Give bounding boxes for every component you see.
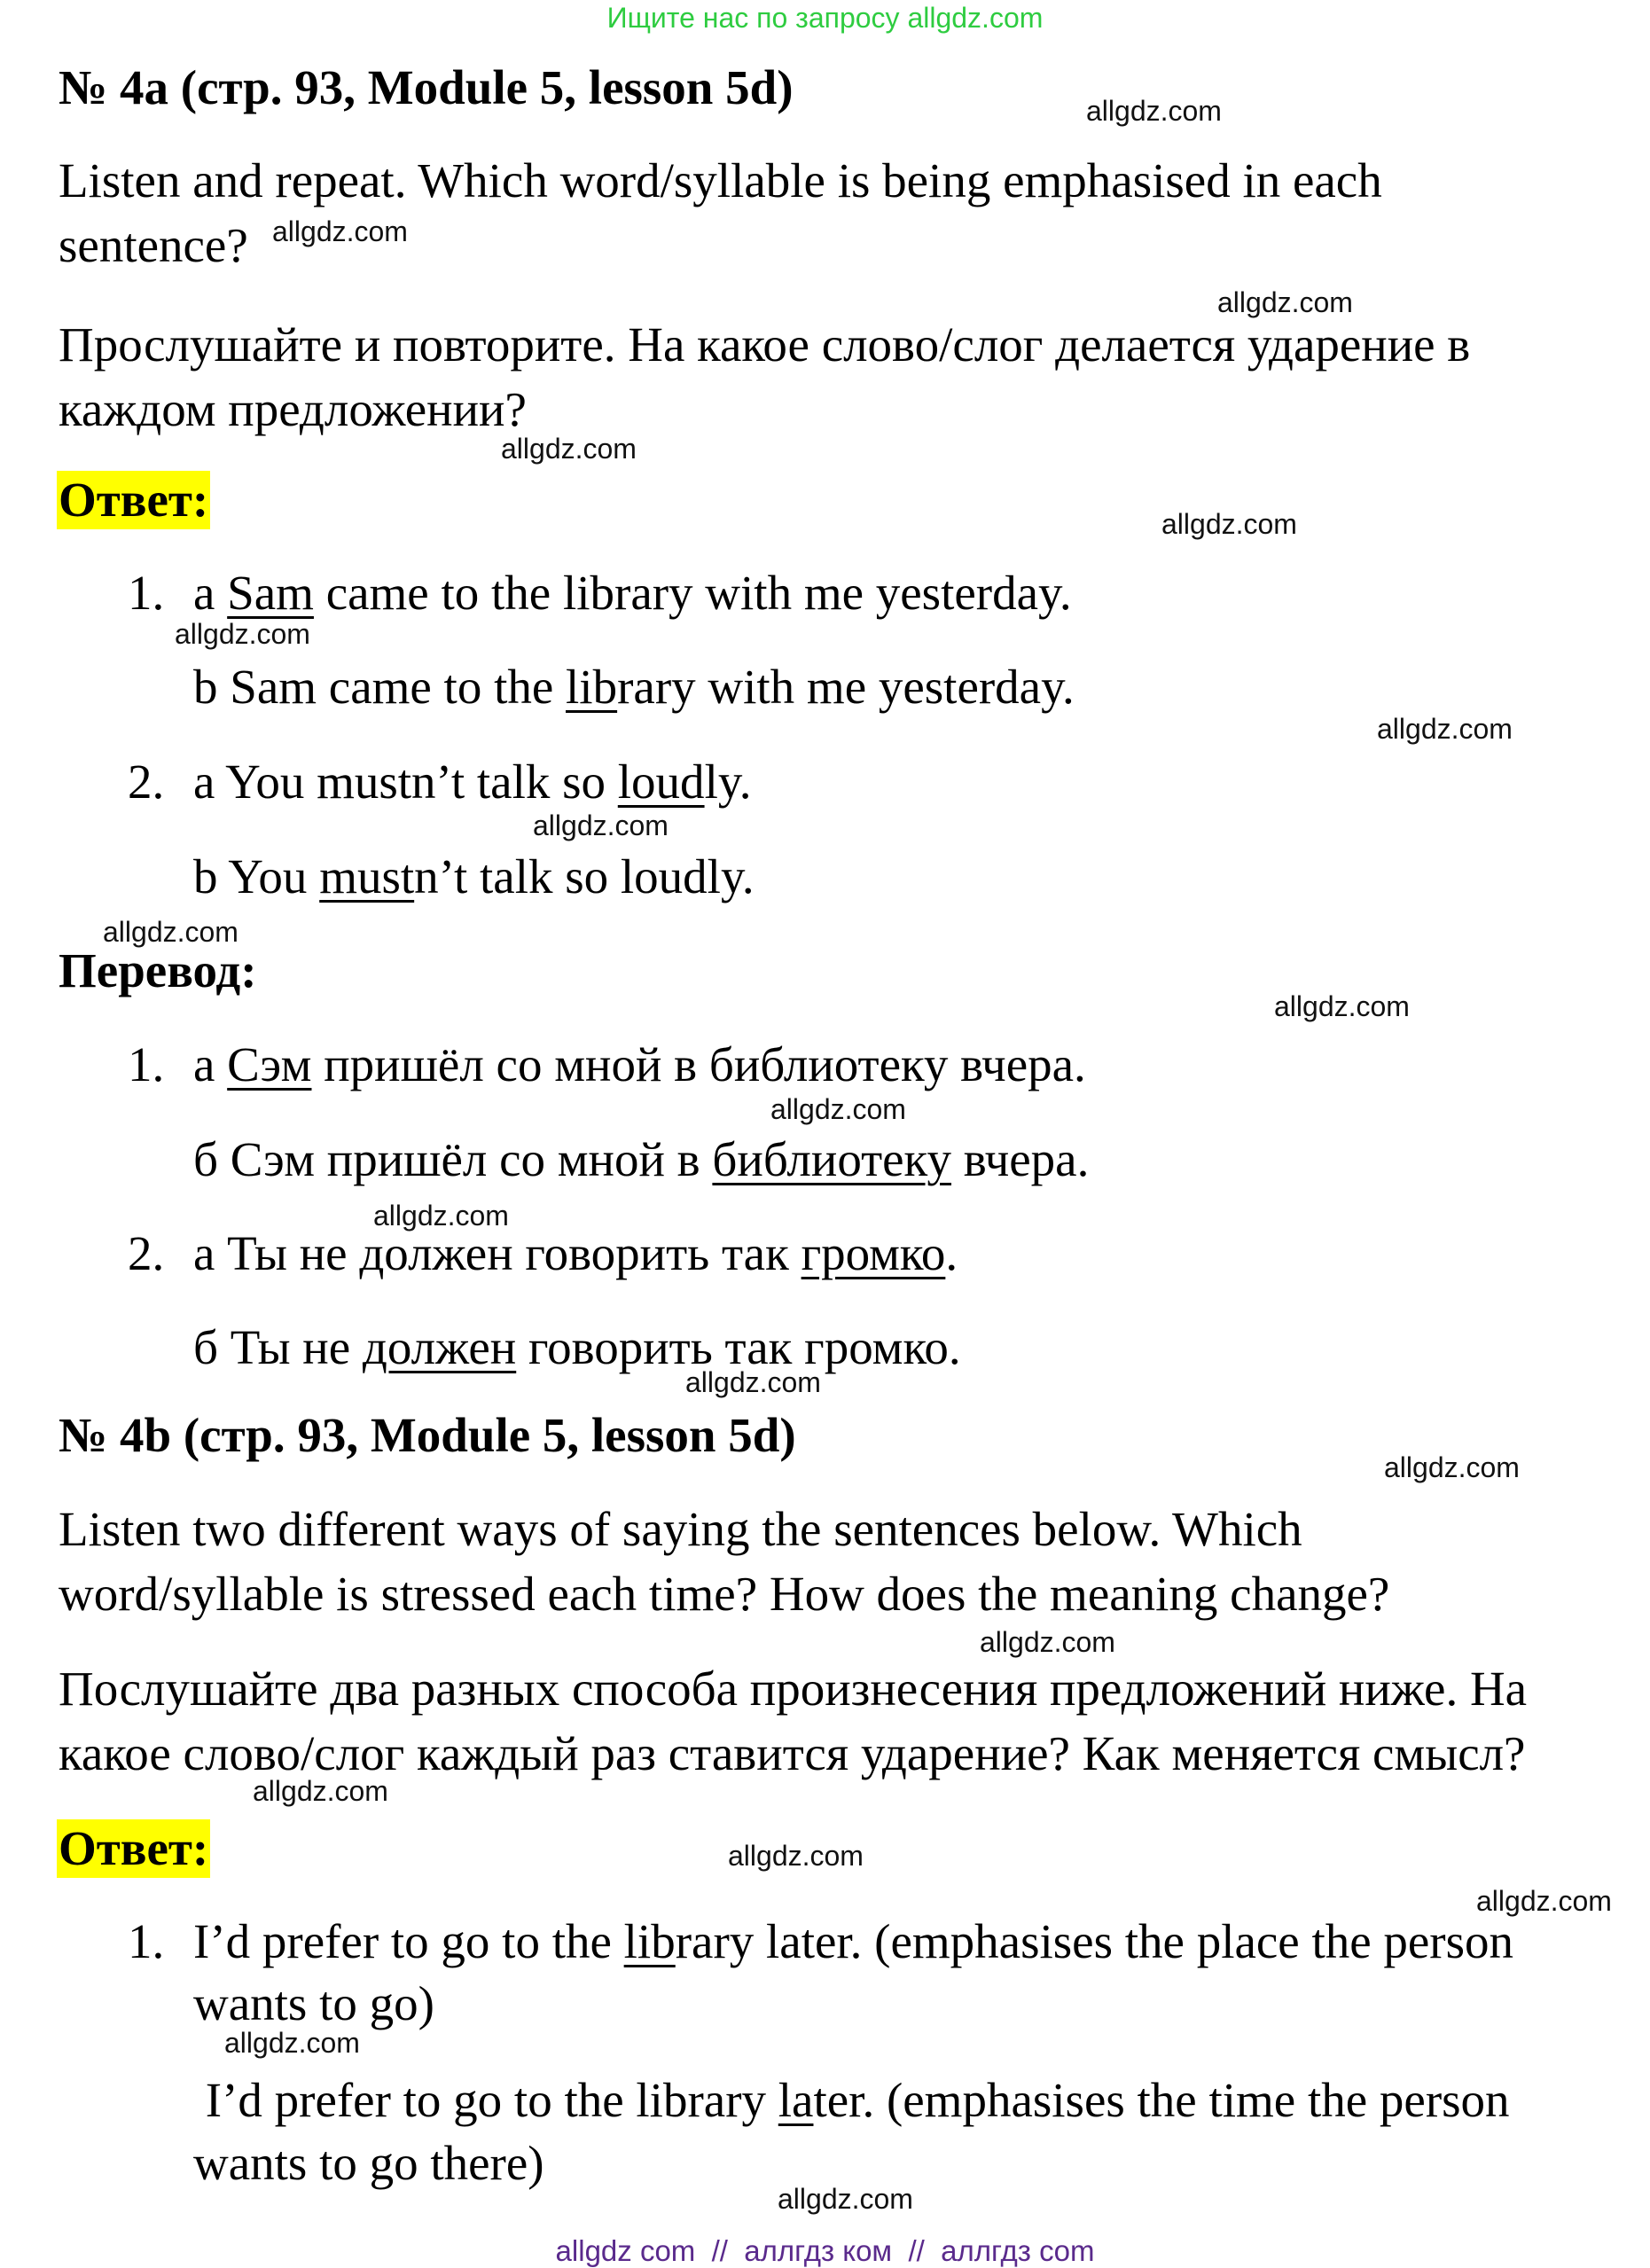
section-b-heading: № 4b (стр. 93, Module 5, lesson 5d): [59, 1408, 796, 1462]
watermark: allgdz.com: [778, 2183, 913, 2215]
watermark: allgdz.com: [685, 1366, 821, 1398]
watermark: allgdz.com: [224, 2027, 360, 2059]
list-item: б Ты не должен говорить так громко.: [193, 1320, 961, 1374]
watermark: allgdz.com: [533, 809, 669, 841]
item-number: 2.: [128, 1226, 165, 1280]
footer-links: allgdz com // аллгдз ком // аллгдз com: [555, 2234, 1095, 2267]
list-item: 1. а Сэм пришёл со мной в библиотеку вчера.: [128, 1034, 1086, 1096]
item-number: 1.: [128, 1037, 165, 1091]
watermark: allgdz.com: [1086, 95, 1222, 127]
watermark: allgdz.com: [253, 1775, 388, 1807]
watermark: allgdz.com: [1274, 990, 1410, 1022]
list-item: 1. a Sam came to the library with me yesterday.: [128, 562, 1072, 624]
watermark: allgdz.com: [1217, 286, 1353, 318]
stressed-word: Сэм: [227, 1037, 312, 1091]
watermark: allgdz.com: [980, 1626, 1115, 1658]
list-item: 1. I’d prefer to go to the library later. (emphasises the place the person: [128, 1911, 1513, 1973]
watermark: allgdz.com: [501, 433, 637, 465]
section-a-instruction-ru-2: каждом предложении?: [59, 382, 527, 436]
section-a-answer-label: Ответ:: [57, 471, 210, 529]
stressed-word: lib: [623, 1914, 676, 1968]
watermark: allgdz.com: [1377, 713, 1513, 745]
section-a-instruction-ru-1: Прослушайте и повторите. На какое слово/слог делается ударение в: [59, 317, 1471, 371]
stressed-word: la: [778, 2073, 814, 2127]
section-a-heading: № 4а (стр. 93, Module 5, lesson 5d): [59, 60, 794, 114]
section-b-instruction-en-1: Listen two different ways of saying the sentences below. Which: [59, 1502, 1302, 1556]
list-item: b You mustn’t talk so loudly.: [193, 849, 755, 903]
list-item-continuation: wants to go there): [193, 2136, 544, 2190]
section-b-instruction-ru-1: Послушайте два разных способа произнесения предложений ниже. На: [59, 1662, 1528, 1716]
watermark: allgdz.com: [175, 618, 310, 650]
section-b-instruction-ru-2: какое слово/слог каждый раз ставится ударение? Как меняется смысл?: [59, 1726, 1526, 1780]
search-hint: Ищите нас по запросу allgdz.com: [606, 2, 1044, 34]
stressed-word: lib: [566, 660, 618, 714]
watermark: allgdz.com: [103, 916, 239, 948]
list-item: б Сэм пришёл со мной в библиотеку вчера.: [193, 1132, 1090, 1186]
translation-label: Перевод:: [59, 943, 257, 997]
watermark: allgdz.com: [1161, 508, 1297, 540]
list-item-continuation: wants to go): [193, 1976, 434, 2030]
watermark: allgdz.com: [373, 1200, 509, 1232]
section-a-instruction-en-2: sentence?: [59, 218, 248, 272]
section-b-instruction-en-2: word/syllable is stressed each time? How does the meaning change?: [59, 1567, 1390, 1621]
section-b-answer-label: Ответ:: [57, 1819, 210, 1878]
item-number: 1.: [128, 566, 165, 620]
stressed-word: must: [319, 849, 415, 903]
list-item: 2. а Ты не должен говорить так громко.: [128, 1223, 958, 1285]
watermark: allgdz.com: [1476, 1885, 1612, 1917]
stressed-word: библиотеку: [712, 1132, 951, 1186]
stressed-word: Sam: [227, 566, 314, 620]
stressed-word: должен: [362, 1320, 517, 1374]
section-a-instruction-en-1: Listen and repeat. Which word/syllable is being emphasised in each: [59, 153, 1382, 207]
list-item: b Sam came to the library with me yesterday.: [193, 660, 1075, 714]
item-number: 2.: [128, 755, 165, 809]
watermark: allgdz.com: [728, 1840, 864, 1872]
list-item: 2. a You mustn’t talk so loudly.: [128, 751, 752, 813]
stressed-word: loud: [617, 755, 705, 809]
watermark: allgdz.com: [272, 215, 408, 247]
watermark: allgdz.com: [1384, 1451, 1520, 1483]
watermark: allgdz.com: [770, 1093, 906, 1125]
stressed-word: громко: [801, 1226, 946, 1280]
list-item: I’d prefer to go to the library later. (emphasises the time the person: [193, 2073, 1510, 2127]
item-number: 1.: [128, 1914, 165, 1968]
